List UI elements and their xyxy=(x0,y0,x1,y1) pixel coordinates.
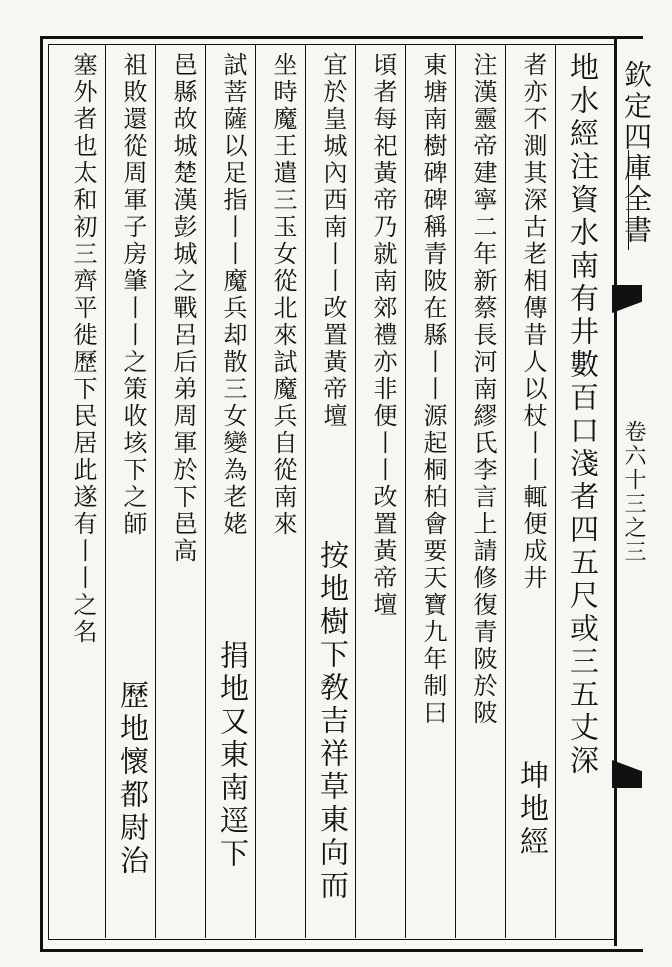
text-line: 塞外者也太和初三齊平徙歷下民居此遂有丨丨之名 xyxy=(69,52,97,646)
text-line: 者亦不測其深古老相傳昔人以杖丨丨輒便成井 xyxy=(519,52,547,592)
text-column-11 xyxy=(60,52,106,932)
text-column-4 xyxy=(410,52,456,932)
text-column-3 xyxy=(460,52,506,932)
text-column-5 xyxy=(360,52,406,932)
text-column-9 xyxy=(160,52,206,932)
text-column-7 xyxy=(260,52,306,932)
text-line: 按地樹下敎吉祥草東向而 xyxy=(316,540,350,903)
margin-title: 欽定四庫全書 xyxy=(620,60,653,246)
text-line: 注漢靈帝建寧二年新蔡長河南繆氏李言上請修復青陂於陂 xyxy=(469,52,497,727)
margin-line xyxy=(628,150,629,250)
text-line: 邑縣故城楚漢彭城之戰呂后弟周軍於下邑高 xyxy=(169,52,197,565)
text-column-8b xyxy=(210,640,256,930)
text-line: 地水經注資水南有井數百口淺者四五尺或三五丈深 xyxy=(566,52,600,778)
text-column-2b xyxy=(510,760,556,930)
text-line: 捐地又東南逕下 xyxy=(216,640,250,871)
text-column-6b xyxy=(310,540,356,930)
text-line: 宜於皇城內西南丨丨改置黃帝壇 xyxy=(319,52,347,430)
text-line: 歷地懷都尉治 xyxy=(116,680,150,878)
margin-volume: 卷六十三之三 xyxy=(621,420,646,564)
text-line: 頃者每祀黃帝乃就南郊禮亦非便丨丨改置黃帝壇 xyxy=(369,52,397,619)
text-line: 坐時魔王遣三玉女從北來試魔兵自從南來 xyxy=(269,52,297,538)
text-column-10b xyxy=(110,680,156,930)
text-column-1 xyxy=(560,52,606,932)
text-line: 試菩薩以足指丨丨魔兵却散三女變為老姥 xyxy=(219,52,247,538)
text-line: 東塘南樹碑碑稱青陂在縣丨丨源起桐柏會要天寶九年制曰 xyxy=(419,52,447,727)
text-line: 坤地經 xyxy=(516,760,550,859)
text-line: 祖敗還從周軍子房肇丨丨之策收垓下之師 xyxy=(119,52,147,538)
